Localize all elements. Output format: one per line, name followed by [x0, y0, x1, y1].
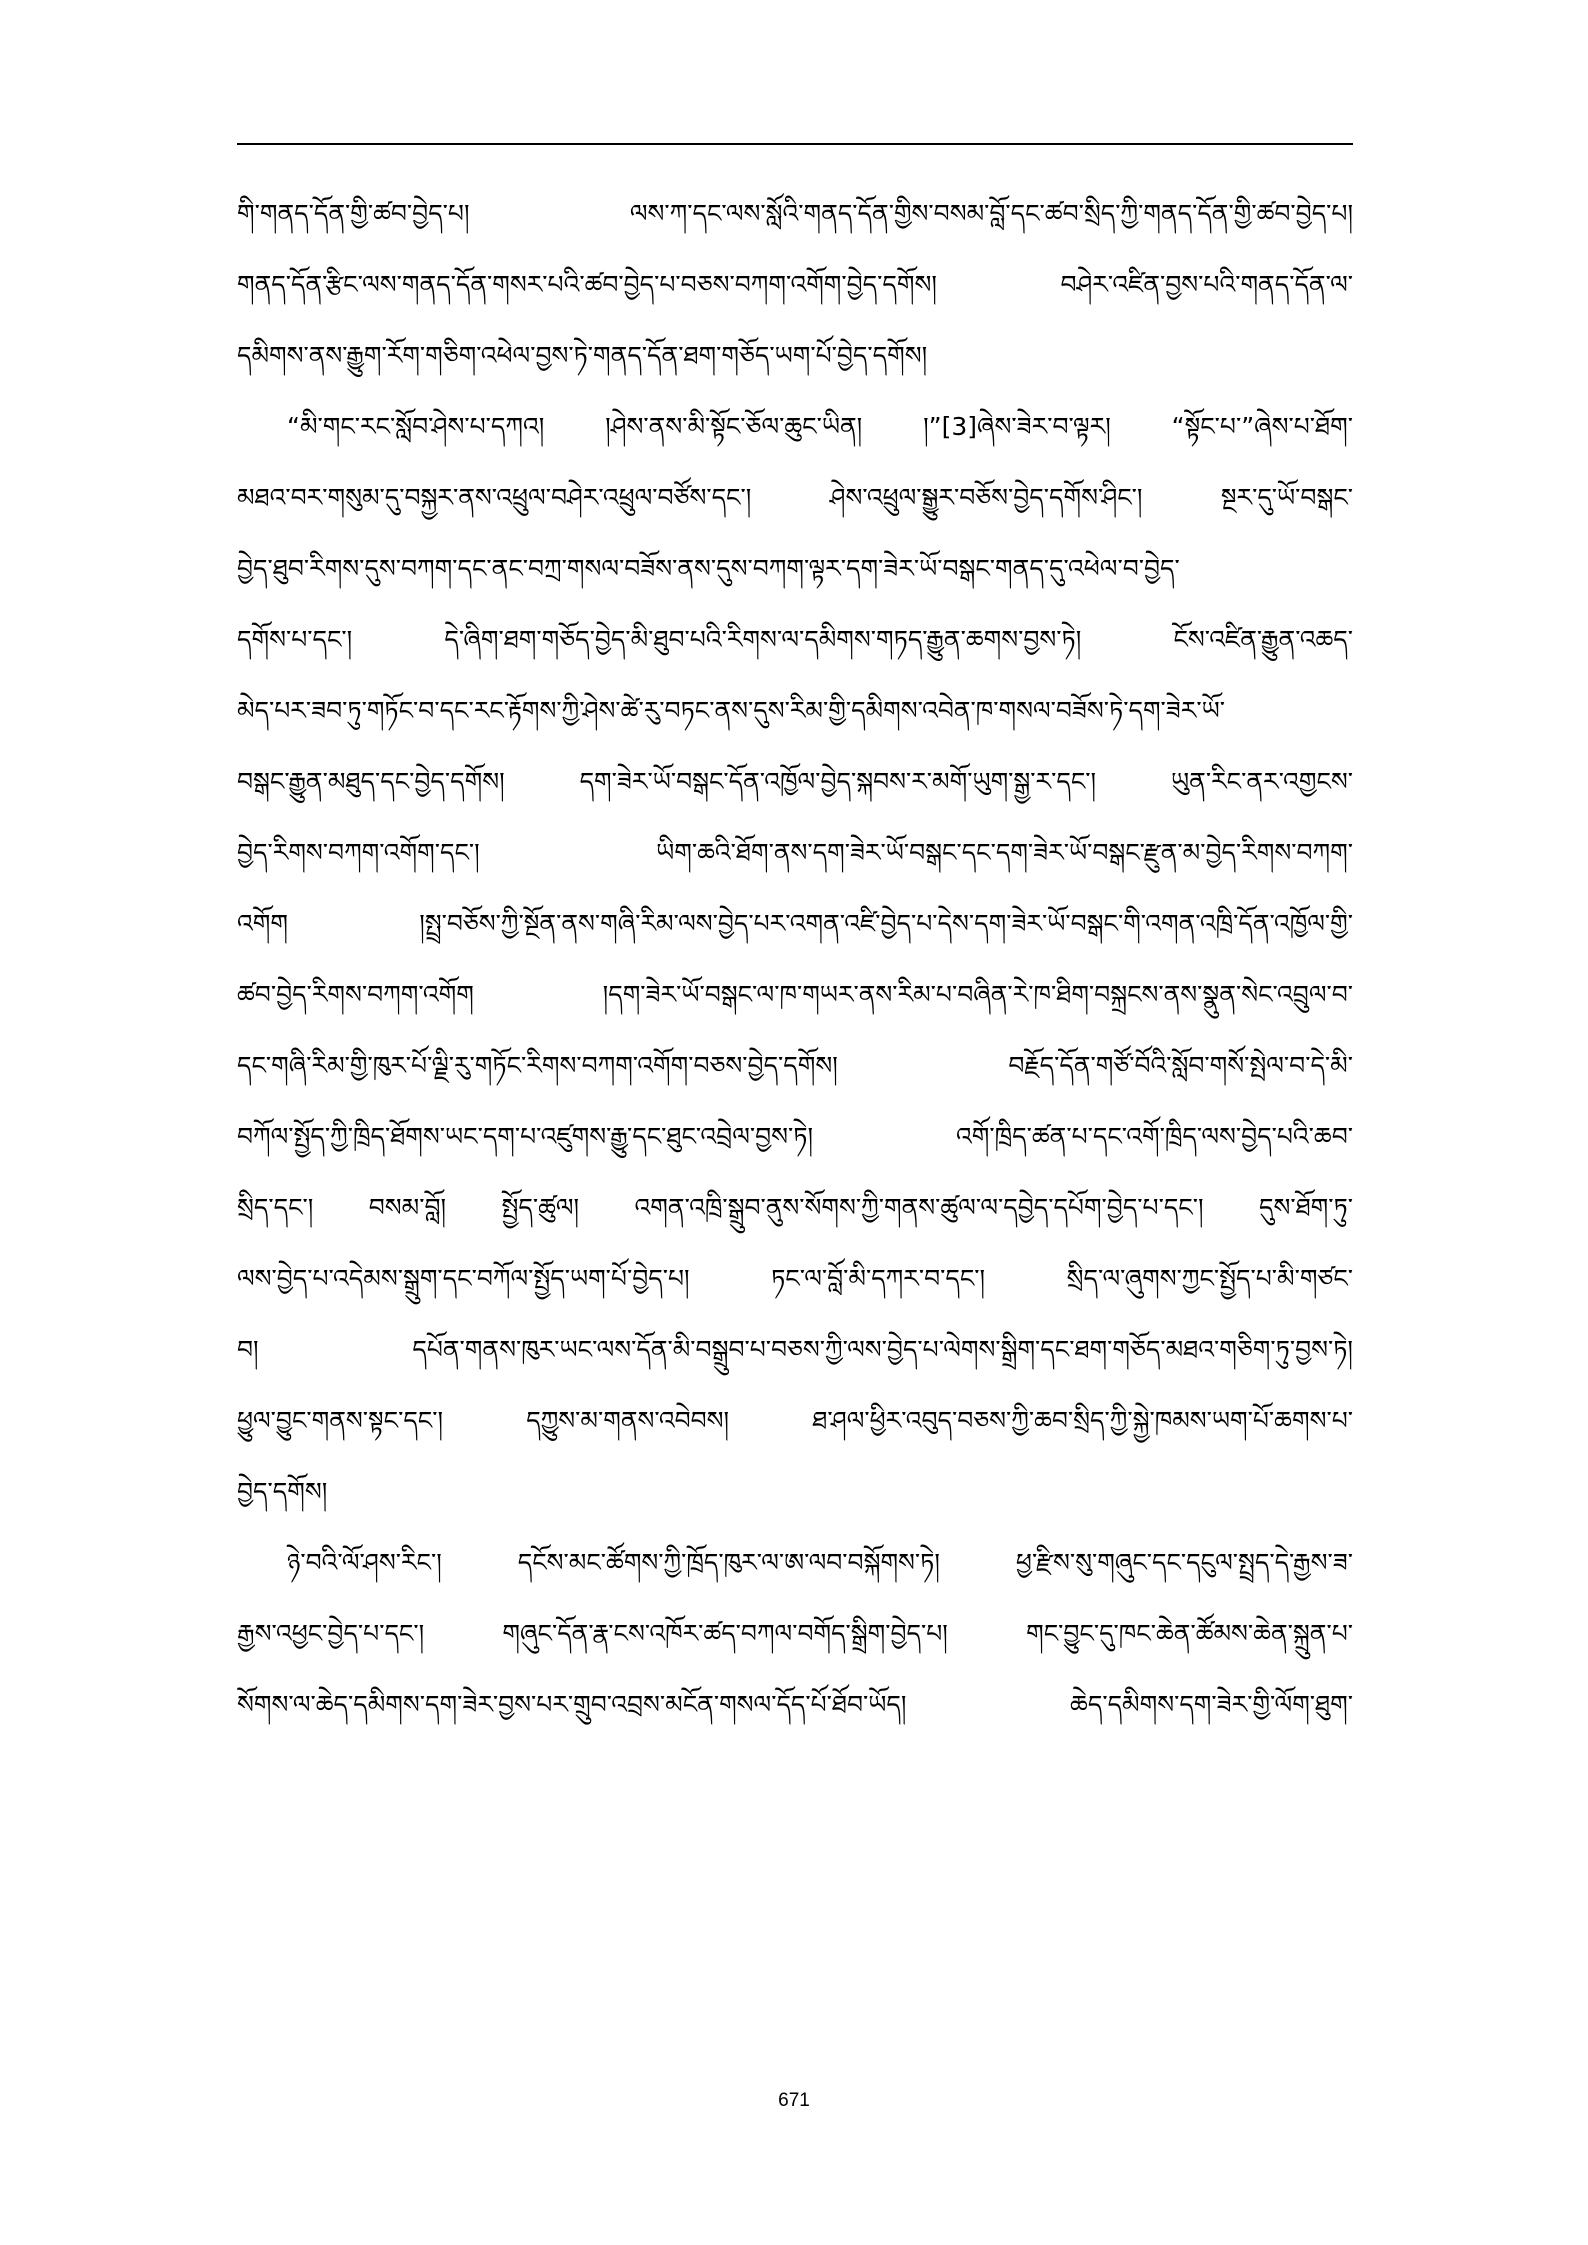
text-line: “མི་གང་རང་སློབ་ཤེས་པ་དཀའ། །ཤེས་ནས་མི་སྟོང་ཅོལ་ཆུང་ཡིན། །”[3]ཞེས་ཟེར་བ་ལྟར། “སྟོང་པ་”ཞེས་པ་ཐོག་: [287, 412, 1353, 441]
text-line: དམིགས་ནས་རྒྱུག་རོག་གཅིག་འཕེལ་བྱས་ཏེ་གནད་དོན་ཐག་གཅོད་ཡག་པོ་བྱེད་དགོས།: [237, 341, 928, 370]
text-line: རྒྱས་འཕྱང་བྱེད་པ་དང་། གཞུང་དོན་རྣ་ངས་འཁོར་ཚད་བཀལ་བགོད་སྒྲིག་བྱེད་པ། གང་བྱུང་དུ་ཁང་ཆེན་ཚོམས་ཆེན་སྐྲུན་པ་: [237, 1619, 1353, 1648]
text-line: ལས་བྱེད་པ་འདེམས་སྒྲུག་དང་བཀོལ་སྤྱོད་ཡག་པོ་བྱེད་པ། ཏང་ལ་བློ་མི་དཀར་བ་དང་། སྲིད་ལ་ཞུགས་ཀྱང་སྤྱོད་པ་མི་གཙང་: [237, 1264, 1353, 1293]
text-line: མེད་པར་ཟབ་ཏུ་གཏོང་བ་དང་རང་རྟོགས་ཀྱི་ཤེས་ཚེ་རུ་བཏང་ནས་དུས་རིམ་གྱི་དམིགས་འབེན་ཁ་གསལ་བཟོས་ཏེ་དག་ཟེར་ཡོ་: [237, 696, 1225, 725]
text-line: སོགས་ལ་ཆེད་དམིགས་དག་ཟེར་བྱས་པར་གྲུབ་འབྲས་མངོན་གསལ་དོད་པོ་ཐོབ་ཡོད། ཆེད་དམིགས་དག་ཟེར་གྱི་ལོག་ཐུག་: [237, 1690, 1353, 1719]
body-text: [237, 178, 1353, 1740]
text-line: བསྒང་རྒྱུན་མཐུད་དང་བྱེད་དགོས། དག་ཟེར་ཡོ་བསྒང་དོན་འཁྱོལ་བྱེད་སྐབས་ར་མགོ་ཡུག་སྒྱ་ར་དང་། ཡུན་རིང་ནར་འགྱངས་: [237, 767, 1353, 796]
text-line: མཐའ་བར་གསུམ་དུ་བསྐྱར་ནས་འཕྲུལ་བཤེར་འཕྲུལ་བཙོས་དང་། ཤེས་འཕྲུལ་སྒྱུར་བཅོས་བྱེད་དགོས་ཤིང་། སྔར་དུ་ཡོ་བསྒང་: [237, 483, 1353, 512]
text-line: དང་གཞི་རིམ་གྱི་ཁུར་པོ་ལྗི་རུ་གཏོང་རིགས་བཀག་འགོག་བཅས་བྱེད་དགོས། བརྗོད་དོན་གཙོ་བོའི་སློབ་གསོ་སྤེལ་བ་དེ་མི་: [237, 1051, 1353, 1080]
text-line: གནད་དོན་རྩིང་ལས་གནད་དོན་གསར་པའི་ཚབ་བྱེད་པ་བཅས་བཀག་འགོག་བྱེད་དགོས། བཤེར་འཛིན་བྱས་པའི་གནད་དོན་ལ་: [237, 270, 1353, 299]
text-line: ཕྱུལ་བྱུང་གནས་སྟང་དང་། དཀྱུས་མ་གནས་འབེབས། ཐ་ཤལ་ཕྱིར་འབུད་བཅས་ཀྱི་ཆབ་སྲིད་ཀྱི་སྐྱེ་ཁམས་ཡག་པོ་ཆགས་པ་: [237, 1406, 1353, 1435]
text-line: བཀོལ་སྤྱོད་ཀྱི་ཁྲིད་ཐོགས་ཡང་དག་པ་འཛུགས་རྒྱུ་དང་ཐུང་འབྲེལ་བྱས་ཏེ། འགོ་ཁྲིད་ཚན་པ་དང་འགོ་ཁྲིད་ལས་བྱེད་པའི་ཆབ་: [237, 1122, 1353, 1151]
text-line: གི་གནད་དོན་གྱི་ཚབ་བྱེད་པ། ལས་ཀ་དང་ལས་སློའི་གནད་དོན་གྱིས་བསམ་བློ་དང་ཚབ་སྲིད་ཀྱི་གནད་དོན་གྱི་ཚབ་བྱེད་པ།: [237, 199, 1353, 228]
text-line: བྱེད་དགོས།: [237, 1477, 328, 1506]
text-line: བྱེད་ཐུབ་རིགས་དུས་བཀག་དང་ནང་བཀྲ་གསལ་བཟོས་ནས་དུས་བཀག་ལྟར་དག་ཟེར་ཡོ་བསྒང་གནད་དུ་འཕེལ་བ་བྱེད་: [237, 554, 1180, 583]
text-line: ཚབ་བྱེད་རིགས་བཀག་འགོག །དག་ཟེར་ཡོ་བསྒང་ལ་ཁ་གཡར་ནས་རིམ་པ་བཞིན་རེ་ཁ་ཐིག་བསྐྲངས་ནས་སྣུན་སེང་འབྲུལ་བ་: [237, 980, 1353, 1009]
text-line: འགོག །སྤྲ་བཅོས་ཀྱི་སྔོན་ནས་གཞི་རིམ་ལས་བྱེད་པར་འགན་འཛི་བྱེད་པ་དེས་དག་ཟེར་ཡོ་བསྒང་གི་འགན་འཁྲི་དོན་འཁྱོལ་གྱི་: [237, 909, 1353, 938]
header-rule: [237, 143, 1353, 145]
text-line: སྲིད་དང་། བསམ་བློ། སྤྱོད་ཚུལ། འགན་འཁྲི་སྒྲུབ་ནུས་སོགས་ཀྱི་གནས་ཚུལ་ལ་དབྱེད་དཔོག་བྱེད་པ་དང་། དུས་ཐོག་ཏུ་: [237, 1193, 1353, 1222]
text-line: དགོས་པ་དང་། དེ་ཞིག་ཐག་གཅོད་བྱེད་མི་ཐུབ་པའི་རིགས་ལ་དམིགས་གཏད་རྒྱུན་ཆགས་བྱས་ཏེ། ངོས་འཛིན་རྒྱུན་འཆད་: [237, 625, 1353, 654]
text-line: བ། དཔོན་གནས་ཁུར་ཡང་ལས་དོན་མི་བསྒྲུབ་པ་བཅས་ཀྱི་ལས་བྱེད་པ་ལེགས་སྒྲིག་དང་ཐག་གཅོད་མཐའ་གཅིག་ཏུ་བྱས་ཏེ།: [237, 1335, 1353, 1364]
page-number: 671: [778, 2090, 810, 2111]
text-line: ཉེ་བའི་ལོ་ཤས་རིང་། དངོས་མང་ཚོགས་ཀྱི་ཁྲོད་ཁུར་ལ་ཨ་ལབ་བསྐོགས་ཏེ། ཕྱ་རྫིས་སུ་གཞུང་དང་དངུལ་སྤྲད་དེ་རྒྱས་ཟ་: [287, 1548, 1353, 1577]
text-line: བྱེད་རིགས་བཀག་འགོག་དང་། ཡིག་ཆའི་ཐོག་ནས་དག་ཟེར་ཡོ་བསྒང་དང་དག་ཟེར་ཡོ་བསྒང་རྫུན་མ་བྱེད་རིགས་བཀག་: [237, 838, 1353, 867]
